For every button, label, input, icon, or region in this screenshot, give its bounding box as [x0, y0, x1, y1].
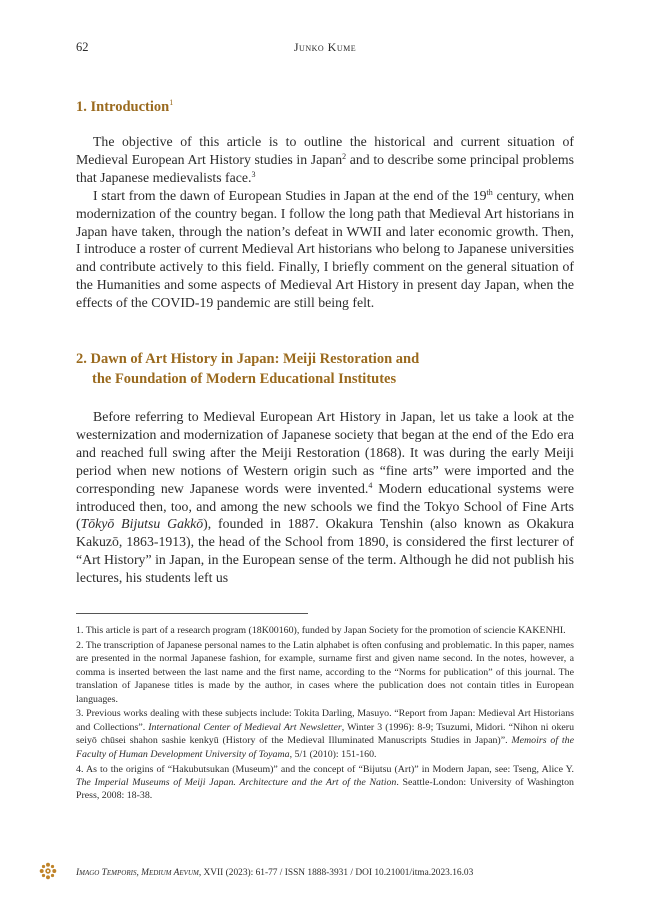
text-run: . Seattle-London: University of Washington Press, 2008: 18-38. — [76, 776, 574, 802]
section-heading-introduction — [76, 93, 576, 117]
text-run: 4. As to the origins of “Hakubutsukan (Museum)” and the concept of “Bijutsu (Art)” in Modern Japan, see: Tseng, Alice Y. — [76, 763, 574, 775]
citation-details: , XVII (2023): 61-77 / ISSN 1888-3931 / DOI 10.21001/itma.2023.16.03 — [198, 868, 474, 878]
footnote-ref: 2 — [342, 151, 347, 161]
text-run: The objective of this article is to outline the historical and current situation of Medieval European Art History studies in Japan — [76, 134, 574, 167]
footnote-ref: 1 — [169, 98, 174, 107]
italic-text: The Imperial Museums of Meiji Japan. Architecture and the Art of the Nation — [76, 776, 397, 788]
italic-text: Memoirs of the Faculty of Human Development University of Toyama — [76, 735, 574, 760]
text-run: 3. Previous works dealing with these subjects include: Tokita Darling, Masuyo. “Report from Japan: Medieval Art Historians and Collections”. — [76, 708, 574, 733]
footnote-1: 1. This article is part of a research program (18K00160), funded by Japan Society for the promotion of sciencie KAKENHI. — [76, 625, 566, 636]
footnote-3 — [76, 707, 574, 761]
text-run: Before referring to Medieval European Art History in Japan, let us take a look at the westernization and modernization of Japanese society that began at the end of the Edo era and reached full swing after the Meiji Restoration (1868). It was during the early Meiji period when new notions of Western origin such as “fine arts” were imported and the corresponding new Japanese words were invented. — [76, 409, 574, 496]
text-run: and to describe some principal problems that Japanese medievalists face. — [76, 151, 574, 185]
footer-citation — [76, 868, 473, 878]
section-heading-line: 2. Dawn of Art History in Japan: Meiji Restoration and — [76, 351, 420, 367]
italic-text: Tōkyō Bijutsu Gakkō — [80, 516, 204, 532]
footnote-ref: 3 — [251, 169, 256, 179]
journal-name: Imago Temporis, Medium Aevum — [76, 868, 199, 878]
dawn-body — [76, 408, 574, 587]
paragraph — [76, 133, 574, 187]
footnotes — [76, 624, 574, 804]
text-run: , 5/1 (2010): 151-160. — [289, 748, 377, 760]
section-heading-dawn — [76, 349, 576, 389]
superscript: th — [486, 187, 493, 197]
text-run: I start from the dawn of European Studies in Japan at the end of the 19 — [93, 187, 487, 203]
text-run: Modern educational systems were introduced then, too, and among the new schools we find the Tokyo School of Fine Arts ( — [76, 480, 574, 532]
introduction-body — [76, 133, 574, 312]
page-number: 62 — [76, 40, 89, 54]
italic-text: International Center of Medieval Art Newsletter — [148, 721, 342, 733]
footnote-divider — [76, 613, 308, 614]
paragraph — [76, 408, 574, 587]
text-run: , Winter 3 (1996): 8-9; Tsuzumi, Midori. “Nihon ni okeru seiyō chūsei shahon sashie kenkyū (History of the Medieval Illuminated Manuscripts Studies in Japan)”. — [76, 721, 575, 747]
footnote-4 — [76, 763, 574, 803]
section-heading-line: the Foundation of Modern Educational Institutes — [92, 371, 397, 387]
paragraph — [76, 187, 574, 312]
running-head: Junko Kume — [293, 40, 357, 54]
section-heading-text: 1. Introduction — [76, 99, 170, 115]
text-run: ), founded in 1887. Okakura Tenshin (also known as Okakura Kakuzō, 1863-1913), the head of the School from 1890, is considered the first lecturer of “Art History” in Japan, in the European sense of the term. Although he did not publish his lectures, his students left us — [76, 516, 575, 586]
footnote-2: 2. The transcription of Japanese personal names to the Latin alphabet is often confusing and problematic. In this paper, names are presented in the normal Japanese fashion, for example, surname first and given name second. In the notes, however, a comma is inserted between the last name and the first name, according to the “Norms for publication” of this journal. The translation of Japanese titles is made by the author, in cases where the publication does not contain titles in European languages. — [76, 639, 574, 705]
footnote-ref: 4 — [368, 480, 373, 490]
text-run: century, when modernization of the country began. I follow the long path that Medieval Art historians in Japan have taken, through the nation’s defeat in WWII and later economic growth. Then, I introduce a roster of current Medieval Art historians who belong to Japanese universities and contribute actively to this field. Finally, I briefly comment on the general situation of the Humanities and some aspects of Medieval Art History in present day Japan, when the effects of the COVID-19 pandemic are still being felt. — [76, 187, 574, 311]
ornament-icon — [39, 862, 57, 880]
